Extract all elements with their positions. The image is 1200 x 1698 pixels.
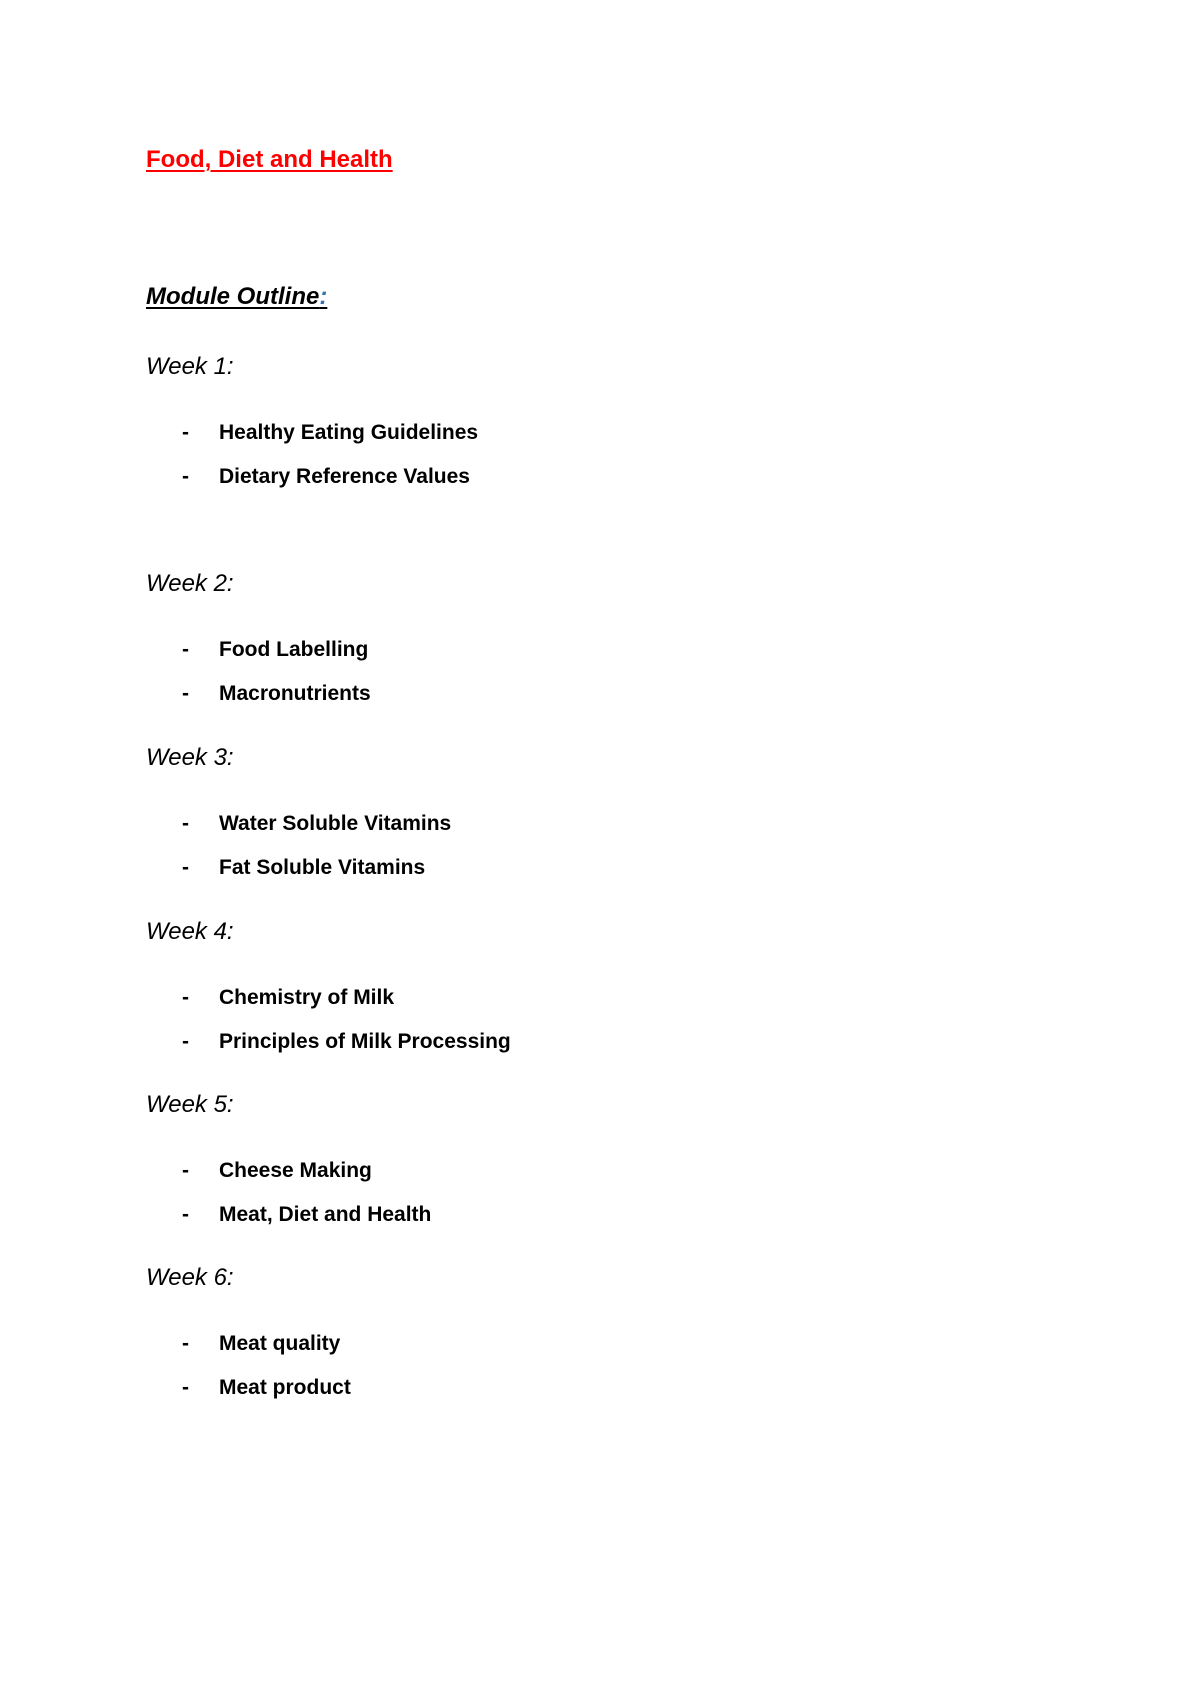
bullet-dash: - [182, 986, 189, 1009]
bullet-dash: - [182, 465, 189, 488]
module-outline-label: Module Outline [146, 283, 320, 310]
module-outline-heading [146, 283, 327, 311]
list-item [0, 638, 1200, 668]
list-item [0, 465, 1200, 495]
topic-text: Water Soluble Vitamins [219, 812, 452, 835]
week-label: Week 4: [146, 918, 234, 945]
list-item [0, 1159, 1200, 1189]
week-label: Week 5: [146, 1091, 234, 1118]
week-label: Week 3: [146, 744, 234, 771]
week-label: Week 2: [146, 570, 234, 597]
topic-text: Dietary Reference Values [219, 465, 470, 488]
list-item [0, 1203, 1200, 1233]
bullet-dash: - [182, 421, 189, 444]
bullet-dash: - [182, 856, 189, 879]
list-item [0, 1376, 1200, 1406]
document-title: Food, Diet and Health [146, 146, 393, 173]
bullet-dash: - [182, 1332, 189, 1355]
module-outline-colon: : [319, 283, 328, 310]
week-label: Week 6: [146, 1264, 234, 1291]
topic-text: Cheese Making [219, 1159, 372, 1182]
topic-text: Macronutrients [219, 682, 371, 705]
list-item [0, 421, 1200, 451]
topic-text: Meat quality [219, 1332, 341, 1355]
list-item [0, 812, 1200, 842]
bullet-dash: - [182, 638, 189, 661]
bullet-dash: - [182, 1030, 189, 1053]
topic-text: Fat Soluble Vitamins [219, 856, 426, 879]
topic-text: Chemistry of Milk [219, 986, 395, 1009]
bullet-dash: - [182, 812, 189, 835]
list-item [0, 856, 1200, 886]
list-item [0, 1030, 1200, 1060]
bullet-dash: - [182, 1159, 189, 1182]
list-item [0, 986, 1200, 1016]
topic-text: Healthy Eating Guidelines [219, 421, 479, 444]
topic-text: Principles of Milk Processing [219, 1030, 511, 1053]
topic-text: Meat, Diet and Health [219, 1203, 432, 1226]
list-item [0, 682, 1200, 712]
topic-text: Meat product [219, 1376, 351, 1399]
bullet-dash: - [182, 1203, 189, 1226]
week-label: Week 1: [146, 353, 234, 380]
list-item [0, 1332, 1200, 1362]
bullet-dash: - [182, 1376, 189, 1399]
topic-text: Food Labelling [219, 638, 369, 661]
bullet-dash: - [182, 682, 189, 705]
